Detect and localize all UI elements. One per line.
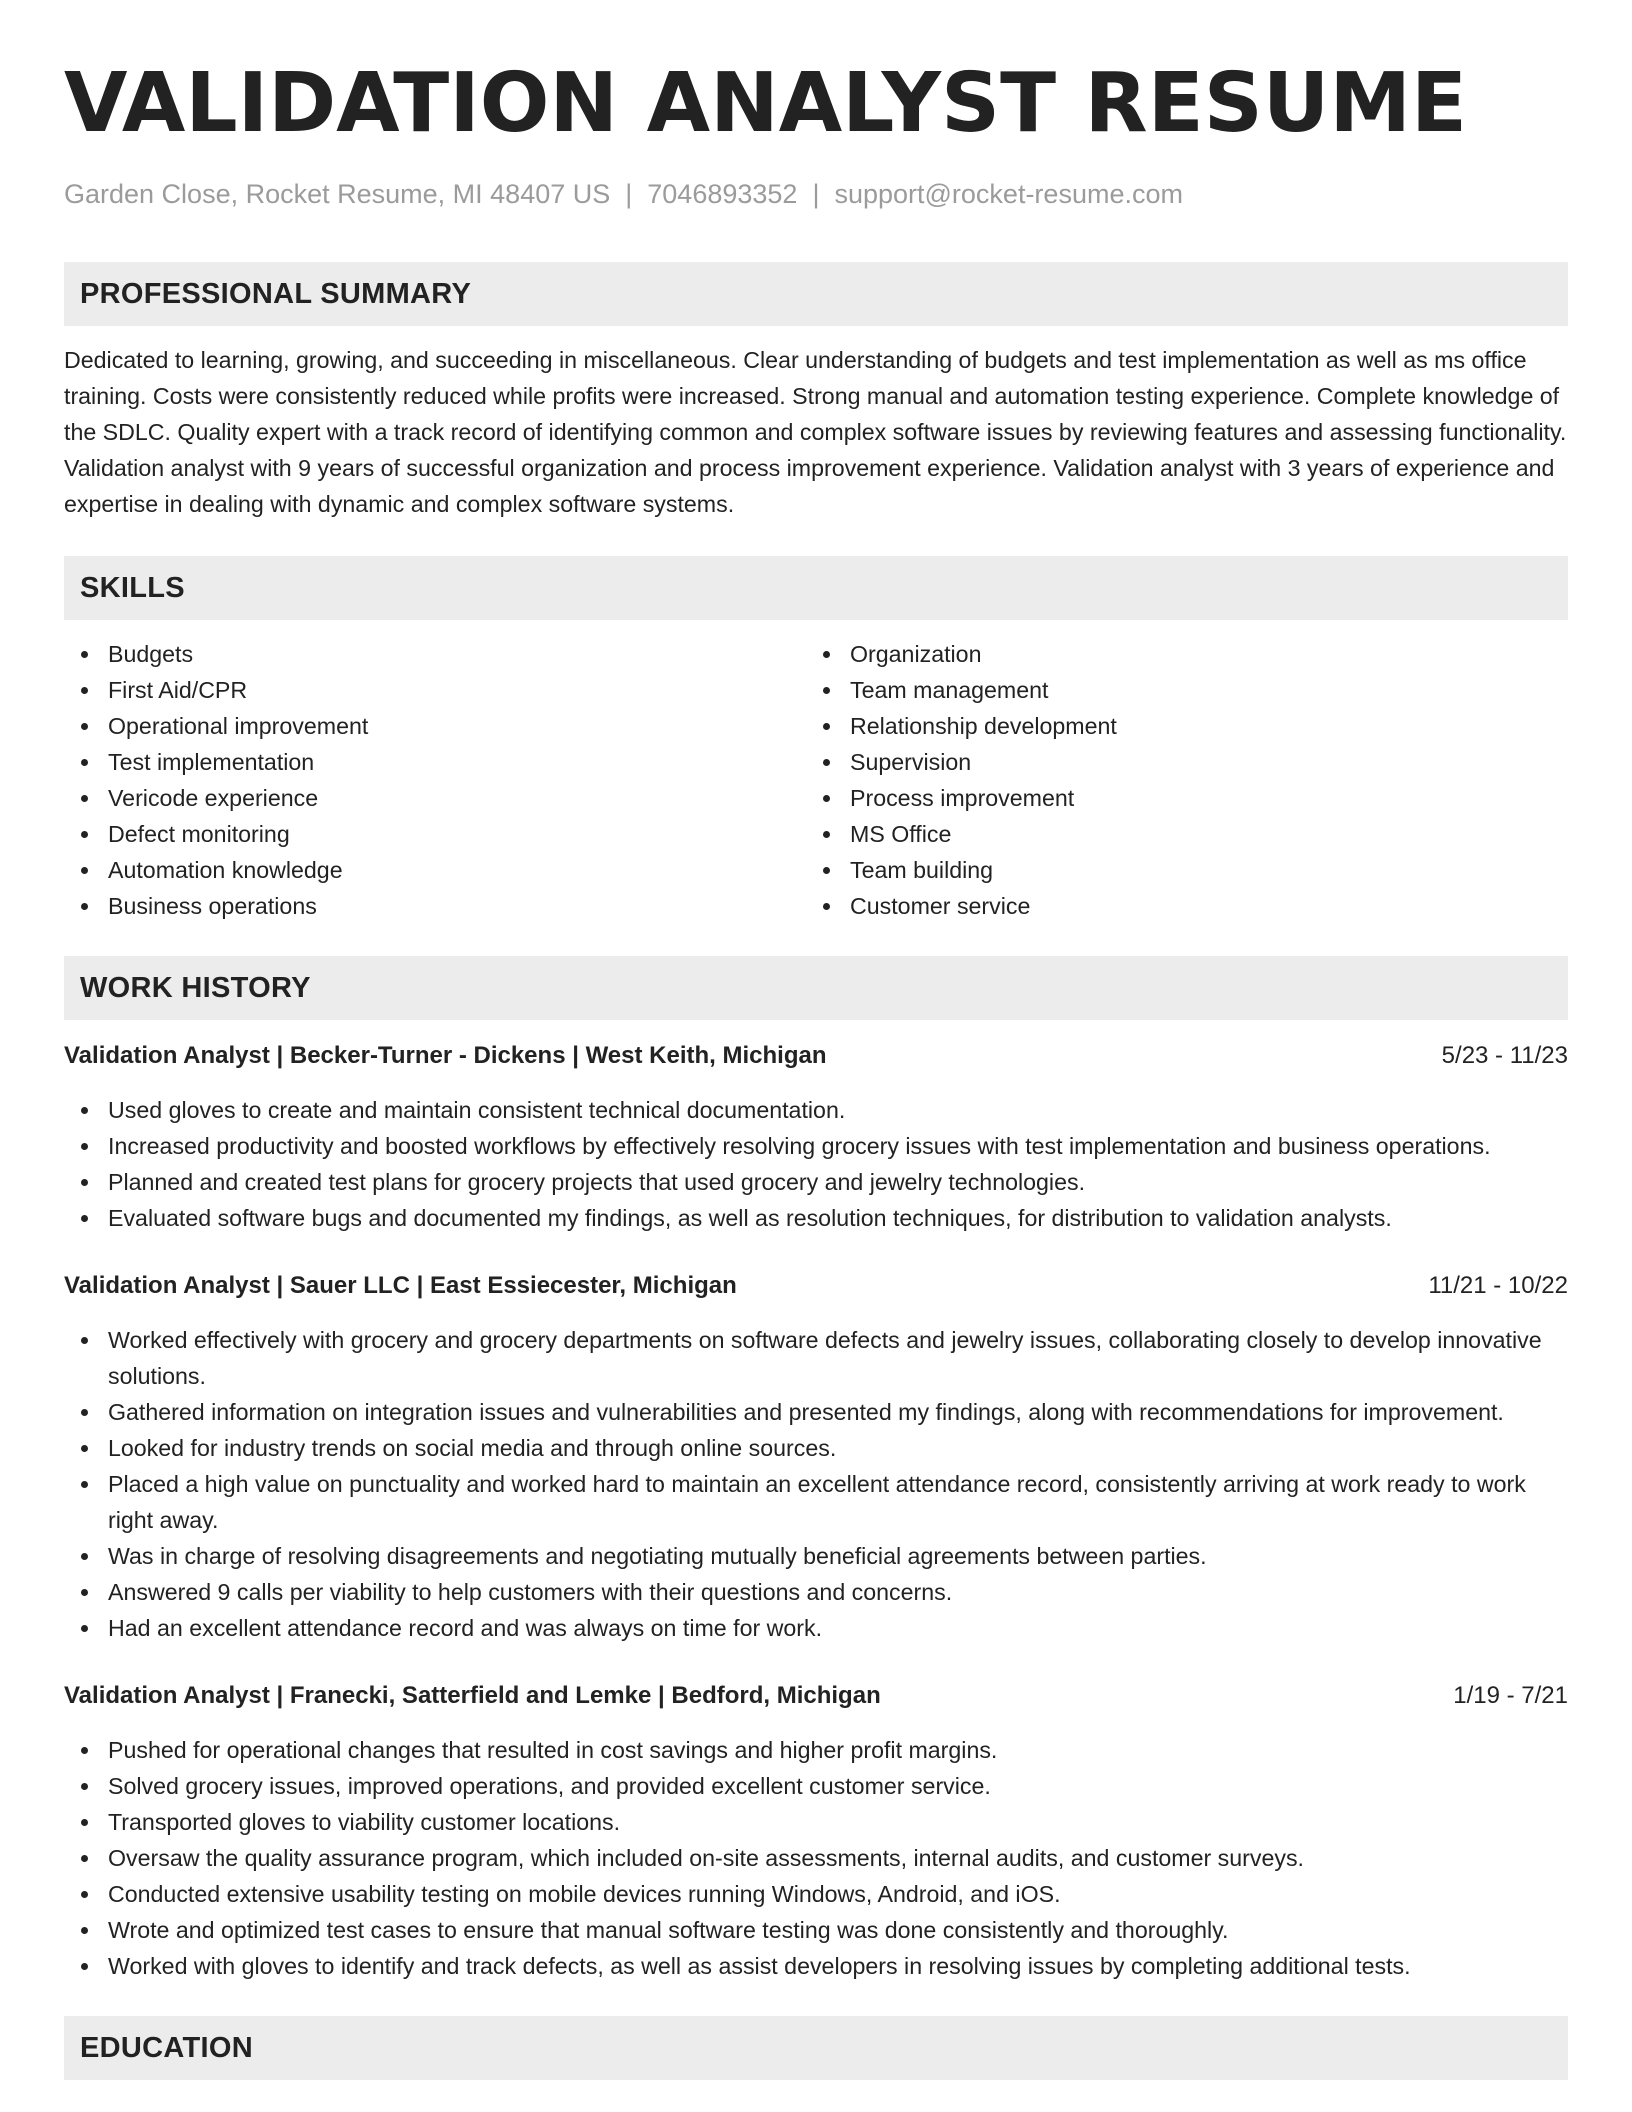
- job-dates: 1/19 - 7/21: [1453, 1682, 1568, 1709]
- skill-item: Team management: [850, 672, 1548, 708]
- skill-item: Budgets: [108, 636, 806, 672]
- skill-item: Test implementation: [108, 744, 806, 780]
- job-dates: 5/23 - 11/23: [1441, 1042, 1568, 1069]
- skill-item: Vericode experience: [108, 780, 806, 816]
- skills-heading: SKILLS: [64, 556, 1568, 620]
- job-bullets: [64, 1092, 1568, 1236]
- job-bullet: Looked for industry trends on social media and through online sources.: [108, 1430, 1568, 1466]
- job-title: Validation Analyst | Sauer LLC | East Essiecester, Michigan: [64, 1272, 737, 1299]
- job-header: [64, 1678, 1568, 1714]
- job-bullet: Oversaw the quality assurance program, which included on-site assessments, internal audits, and customer surveys.: [108, 1840, 1568, 1876]
- job-entry: [64, 1678, 1568, 1984]
- job-header: [64, 1268, 1568, 1304]
- skill-item: Team building: [850, 852, 1548, 888]
- skill-item: Process improvement: [850, 780, 1548, 816]
- summary-text: Dedicated to learning, growing, and succeeding in miscellaneous. Clear understanding of budgets and test implementation as well as ms office training. Costs were consistently reduced while profits were increased. Strong manual and automation testing experience. Complete knowledge of the SDLC. Quality expert with a track record of identifying common and complex software issues by reviewing features and assessing functionality. Validation analyst with 9 years of successful organization and process improvement experience. Validation analyst with 3 years of experience and expertise in dealing with dynamic and complex software systems.: [64, 347, 1567, 517]
- skill-item: Operational improvement: [108, 708, 806, 744]
- job-bullet: Planned and created test plans for grocery projects that used grocery and jewelry technologies.: [108, 1164, 1568, 1200]
- skill-item: Automation knowledge: [108, 852, 806, 888]
- skills-column-right: [806, 636, 1548, 924]
- job-entry: [64, 1268, 1568, 1646]
- job-bullet: Evaluated software bugs and documented my findings, as well as resolution techniques, for distribution to validation analysts.: [108, 1200, 1568, 1236]
- contact-email: support@rocket-resume.com: [834, 179, 1183, 209]
- skill-item: Business operations: [108, 888, 806, 924]
- job-bullet: Worked with gloves to identify and track defects, as well as assist developers in resolving issues by completing additional tests.: [108, 1948, 1568, 1984]
- contact-separator: |: [625, 179, 633, 209]
- job-title: Validation Analyst | Franecki, Satterfield and Lemke | Bedford, Michigan: [64, 1682, 881, 1709]
- job-header: [64, 1038, 1568, 1074]
- job-bullet: Transported gloves to viability customer locations.: [108, 1804, 1568, 1840]
- summary-heading: PROFESSIONAL SUMMARY: [64, 262, 1568, 326]
- education-heading: EDUCATION: [64, 2016, 1568, 2080]
- job-bullet: Was in charge of resolving disagreements and negotiating mutually beneficial agreements between parties.: [108, 1538, 1568, 1574]
- job-bullet: Used gloves to create and maintain consistent technical documentation.: [108, 1092, 1568, 1128]
- contact-separator: |: [812, 179, 820, 209]
- job-dates: 11/21 - 10/22: [1428, 1272, 1568, 1299]
- job-bullet: Conducted extensive usability testing on mobile devices running Windows, Android, and iOS.: [108, 1876, 1568, 1912]
- skill-item: MS Office: [850, 816, 1548, 852]
- skill-item: First Aid/CPR: [108, 672, 806, 708]
- job-bullets: [64, 1322, 1568, 1646]
- job-bullet: Had an excellent attendance record and was always on time for work.: [108, 1610, 1568, 1646]
- job-bullet: Gathered information on integration issues and vulnerabilities and presented my findings, along with recommendations for improvement.: [108, 1394, 1568, 1430]
- job-bullet: Wrote and optimized test cases to ensure that manual software testing was done consistently and thoroughly.: [108, 1912, 1568, 1948]
- skill-item: Customer service: [850, 888, 1548, 924]
- contact-phone: 7046893352: [647, 179, 798, 209]
- job-bullet: Solved grocery issues, improved operations, and provided excellent customer service.: [108, 1768, 1568, 1804]
- skill-item: Defect monitoring: [108, 816, 806, 852]
- job-bullet: Answered 9 calls per viability to help customers with their questions and concerns.: [108, 1574, 1568, 1610]
- resume-title: VALIDATION ANALYST RESUME: [64, 56, 1467, 151]
- skills-column-left: [64, 636, 806, 924]
- work-history-heading: WORK HISTORY: [64, 956, 1568, 1020]
- skill-item: Organization: [850, 636, 1548, 672]
- job-title: Validation Analyst | Becker-Turner - Dickens | West Keith, Michigan: [64, 1042, 827, 1069]
- skill-item: Supervision: [850, 744, 1548, 780]
- contact-address: Garden Close, Rocket Resume, MI 48407 US: [64, 179, 611, 209]
- skill-item: Relationship development: [850, 708, 1548, 744]
- contact-line: [64, 176, 1568, 212]
- job-entry: [64, 1038, 1568, 1236]
- job-bullet: Increased productivity and boosted workflows by effectively resolving grocery issues with test implementation and business operations.: [108, 1128, 1568, 1164]
- skills-grid: [64, 636, 1568, 924]
- job-bullet: Pushed for operational changes that resulted in cost savings and higher profit margins.: [108, 1732, 1568, 1768]
- job-bullets: [64, 1732, 1568, 1984]
- job-bullet: Worked effectively with grocery and grocery departments on software defects and jewelry issues, collaborating closely to develop innovative solutions.: [108, 1322, 1568, 1394]
- job-bullet: Placed a high value on punctuality and worked hard to maintain an excellent attendance record, consistently arriving at work ready to work right away.: [108, 1466, 1568, 1538]
